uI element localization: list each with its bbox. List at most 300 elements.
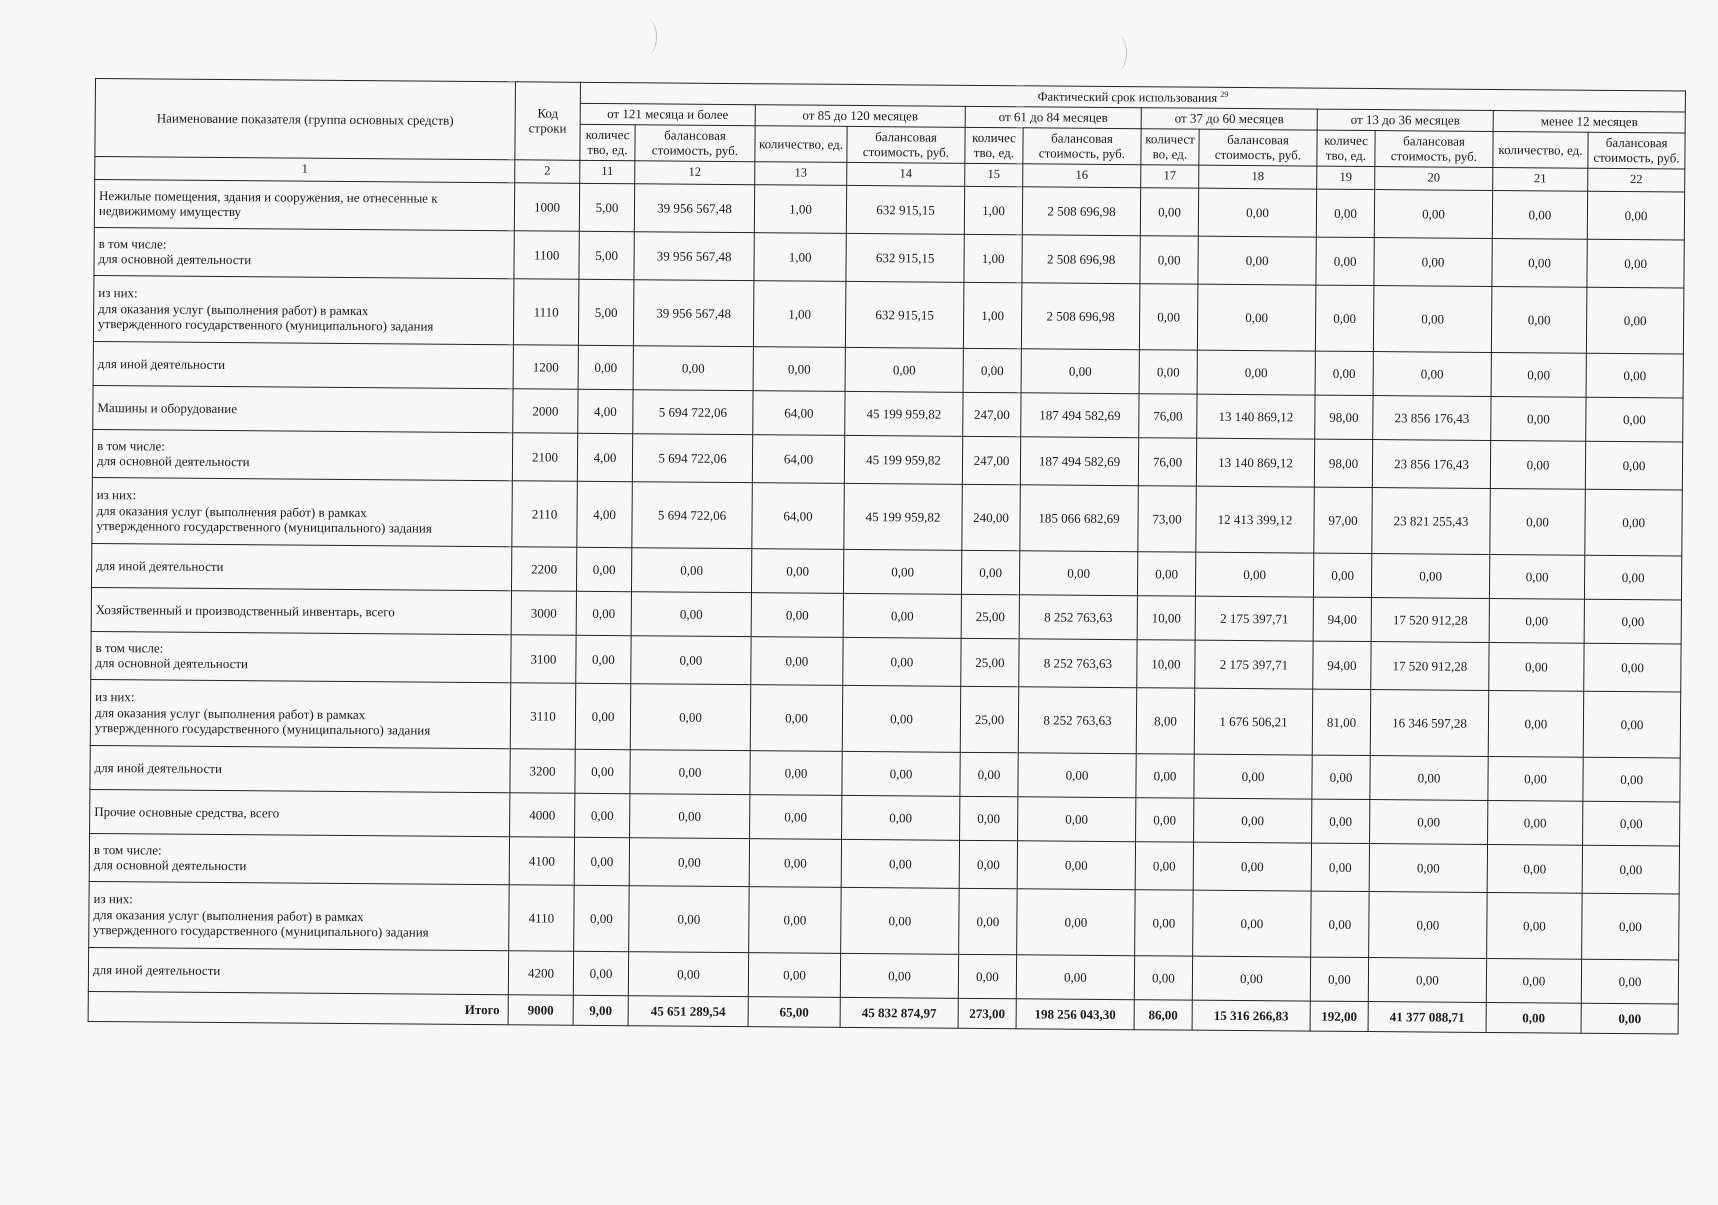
scan-artifact-mark bbox=[1110, 36, 1127, 70]
row-code: 2110 bbox=[512, 481, 578, 548]
cell-quantity: 0,00 bbox=[1139, 284, 1198, 350]
row-code: 1110 bbox=[513, 279, 579, 346]
row-code: 4200 bbox=[508, 951, 573, 996]
cell-quantity: 0,00 bbox=[1492, 190, 1587, 239]
cell-book-value: 0,00 bbox=[1586, 287, 1684, 354]
cell-quantity: 8,00 bbox=[1136, 688, 1195, 754]
total-code: 9000 bbox=[508, 995, 573, 1026]
cell-book-value: 0,00 bbox=[1585, 441, 1683, 490]
cell-book-value: 632 915,15 bbox=[846, 233, 964, 282]
cell-book-value: 0,00 bbox=[1016, 955, 1134, 1000]
column-number: 1 bbox=[95, 156, 515, 182]
table-row bbox=[89, 881, 1680, 959]
column-number: 15 bbox=[965, 163, 1023, 186]
total-book-value: 41 377 088,71 bbox=[1368, 1001, 1486, 1032]
cell-quantity: 73,00 bbox=[1138, 486, 1197, 552]
cell-quantity: 0,00 bbox=[1489, 642, 1584, 691]
cell-quantity: 0,00 bbox=[1488, 690, 1584, 757]
cell-book-value: 45 199 959,82 bbox=[844, 435, 962, 484]
row-code: 3000 bbox=[511, 591, 576, 636]
cell-book-value: 16 346 597,28 bbox=[1370, 689, 1489, 756]
row-indicator-name bbox=[92, 477, 513, 546]
cell-book-value: 0,00 bbox=[1019, 551, 1137, 596]
cell-book-value: 0,00 bbox=[1584, 555, 1682, 600]
report-sheet bbox=[88, 78, 1685, 1034]
total-book-value: 45 832 874,97 bbox=[840, 997, 958, 1028]
header-quantity: количес тво, ед. bbox=[580, 124, 635, 161]
total-quantity: 65,00 bbox=[748, 997, 840, 1028]
cell-book-value: 0,00 bbox=[1369, 891, 1488, 958]
cell-book-value: 0,00 bbox=[842, 685, 961, 752]
column-number: 14 bbox=[847, 162, 965, 186]
cell-quantity: 98,00 bbox=[1314, 439, 1372, 487]
row-indicator-name bbox=[91, 543, 511, 590]
cell-book-value: 23 821 255,43 bbox=[1372, 487, 1491, 554]
cell-quantity: 0,00 bbox=[576, 591, 631, 635]
cell-book-value: 0,00 bbox=[1587, 239, 1685, 288]
cell-book-value: 0,00 bbox=[631, 548, 751, 593]
column-number: 17 bbox=[1141, 165, 1199, 188]
cell-quantity: 0,00 bbox=[1489, 598, 1584, 643]
cell-quantity: 0,00 bbox=[749, 839, 841, 888]
cell-quantity: 247,00 bbox=[963, 392, 1021, 436]
cell-book-value: 0,00 bbox=[630, 794, 750, 839]
header-book-value: балансовая стоимость, руб. bbox=[847, 126, 965, 163]
column-number: 19 bbox=[1317, 166, 1375, 189]
cell-book-value: 0,00 bbox=[845, 347, 963, 392]
cell-quantity: 94,00 bbox=[1313, 641, 1371, 689]
total-book-value: 198 256 043,30 bbox=[1016, 999, 1134, 1030]
column-number: 11 bbox=[580, 160, 635, 183]
cell-quantity: 0,00 bbox=[750, 795, 842, 840]
cell-quantity: 0,00 bbox=[751, 637, 843, 686]
column-number: 2 bbox=[515, 160, 580, 184]
cell-quantity: 0,00 bbox=[1488, 800, 1583, 845]
header-quantity: количество, ед. bbox=[1493, 131, 1588, 168]
cell-quantity: 0,00 bbox=[751, 549, 843, 594]
header-book-value: балансовая стоимость, руб. bbox=[1588, 132, 1685, 169]
cell-book-value: 632 915,15 bbox=[846, 185, 964, 234]
cell-book-value: 8 252 763,63 bbox=[1018, 687, 1137, 754]
cell-quantity: 247,00 bbox=[962, 436, 1020, 484]
cell-book-value: 0,00 bbox=[1195, 552, 1313, 597]
cell-quantity: 0,00 bbox=[1490, 440, 1585, 489]
row-name-line: для иной деятельности bbox=[94, 759, 223, 776]
cell-book-value: 23 856 176,43 bbox=[1373, 395, 1491, 440]
total-quantity: 0,00 bbox=[1486, 1002, 1581, 1033]
cell-quantity: 0,00 bbox=[1491, 352, 1586, 397]
cell-book-value: 0,00 bbox=[1582, 845, 1680, 894]
cell-quantity: 0,00 bbox=[1140, 236, 1198, 284]
cell-quantity: 97,00 bbox=[1314, 487, 1373, 553]
cell-quantity: 1,00 bbox=[753, 281, 846, 348]
row-name-line: для основной деятельности bbox=[93, 857, 247, 874]
row-code: 2100 bbox=[512, 433, 577, 482]
total-label: Итого bbox=[88, 991, 508, 1024]
cell-book-value: 0,00 bbox=[1581, 959, 1679, 1004]
cell-quantity: 25,00 bbox=[961, 594, 1019, 638]
cell-quantity: 0,00 bbox=[1312, 799, 1370, 843]
cell-book-value: 0,00 bbox=[842, 795, 960, 840]
cell-quantity: 0,00 bbox=[1492, 238, 1587, 287]
table-body bbox=[88, 179, 1685, 1033]
row-indicator-name bbox=[90, 789, 510, 836]
header-quantity: количест во, ед. bbox=[1141, 128, 1199, 165]
header-group-4: от 37 до 60 месяцев bbox=[1141, 108, 1317, 130]
cell-quantity: 1,00 bbox=[754, 233, 846, 282]
cell-quantity: 0,00 bbox=[748, 953, 840, 998]
table-row bbox=[93, 275, 1684, 353]
cell-quantity: 0,00 bbox=[575, 683, 631, 749]
cell-quantity: 25,00 bbox=[961, 638, 1019, 686]
row-name-line: в том числе: bbox=[98, 235, 167, 252]
cell-book-value: 0,00 bbox=[1584, 643, 1682, 692]
row-code: 1000 bbox=[514, 183, 579, 232]
cell-quantity: 0,00 bbox=[1136, 798, 1194, 842]
cell-book-value: 0,00 bbox=[1197, 350, 1315, 395]
cell-quantity: 0,00 bbox=[578, 345, 633, 389]
cell-book-value: 5 694 722,06 bbox=[632, 482, 753, 549]
cell-book-value: 0,00 bbox=[1018, 753, 1136, 798]
row-name-line: для оказания услуг (выполнения работ) в рамках bbox=[94, 704, 366, 722]
cell-book-value: 0,00 bbox=[1582, 893, 1680, 960]
row-indicator-name bbox=[90, 679, 511, 748]
row-name-line: из них: bbox=[98, 285, 138, 301]
row-code: 4000 bbox=[510, 793, 575, 838]
cell-quantity: 10,00 bbox=[1137, 596, 1195, 640]
cell-book-value: 0,00 bbox=[1583, 757, 1681, 802]
row-code: 3110 bbox=[510, 683, 576, 750]
cell-quantity: 0,00 bbox=[573, 951, 628, 995]
cell-book-value: 0,00 bbox=[1585, 489, 1683, 556]
cell-quantity: 0,00 bbox=[1316, 237, 1374, 285]
header-group-3: от 61 до 84 месяцев bbox=[965, 106, 1141, 128]
row-name-line: для иной деятельности bbox=[96, 557, 224, 574]
column-number: 16 bbox=[1023, 164, 1141, 188]
cell-book-value: 0,00 bbox=[631, 592, 751, 637]
cell-book-value: 0,00 bbox=[1197, 284, 1316, 351]
cell-quantity: 0,00 bbox=[1139, 350, 1197, 394]
cell-book-value: 0,00 bbox=[629, 838, 749, 887]
cell-quantity: 0,00 bbox=[576, 547, 631, 591]
cell-quantity: 64,00 bbox=[752, 483, 845, 550]
cell-quantity: 0,00 bbox=[1490, 488, 1586, 555]
cell-book-value: 0,00 bbox=[631, 636, 751, 685]
scan-artifact-mark bbox=[640, 20, 657, 54]
column-number: 20 bbox=[1375, 166, 1493, 190]
cell-quantity: 0,00 bbox=[1137, 552, 1195, 596]
cell-quantity: 0,00 bbox=[1312, 755, 1370, 799]
cell-book-value: 0,00 bbox=[1194, 798, 1312, 843]
table-header bbox=[95, 79, 1686, 192]
row-indicator-name bbox=[88, 947, 508, 994]
cell-quantity: 94,00 bbox=[1313, 597, 1371, 641]
column-number: 13 bbox=[755, 162, 847, 186]
cell-book-value: 17 520 912,28 bbox=[1371, 597, 1489, 642]
column-number: 18 bbox=[1199, 165, 1317, 189]
total-quantity: 273,00 bbox=[958, 998, 1016, 1028]
cell-book-value: 0,00 bbox=[1584, 599, 1682, 644]
row-name-line: для основной деятельности bbox=[96, 453, 250, 470]
cell-quantity: 0,00 bbox=[960, 752, 1018, 796]
row-code: 2200 bbox=[511, 547, 576, 592]
cell-quantity: 0,00 bbox=[1491, 396, 1586, 441]
row-name-line: утвержденного государственного (муниципального) задания bbox=[93, 922, 429, 940]
cell-book-value: 1 676 506,21 bbox=[1194, 688, 1313, 755]
cell-quantity: 0,00 bbox=[749, 887, 842, 954]
row-name-line: Машины и оборудование bbox=[97, 399, 238, 416]
cell-book-value: 45 199 959,82 bbox=[844, 483, 963, 550]
cell-quantity: 0,00 bbox=[574, 885, 630, 951]
cell-quantity: 5,00 bbox=[579, 183, 634, 231]
total-quantity: 192,00 bbox=[1310, 1001, 1368, 1031]
cell-book-value: 0,00 bbox=[1370, 755, 1488, 800]
row-indicator-name bbox=[94, 179, 514, 230]
total-book-value: 15 316 266,83 bbox=[1192, 1000, 1310, 1031]
cell-quantity: 240,00 bbox=[962, 484, 1021, 550]
header-indicator-name: Наименование показателя (группа основных средств) bbox=[95, 79, 516, 160]
row-name-line: из них: bbox=[93, 891, 133, 907]
cell-quantity: 4,00 bbox=[577, 481, 633, 547]
cell-book-value: 39 956 567,48 bbox=[634, 232, 754, 281]
cell-book-value: 0,00 bbox=[1192, 956, 1310, 1001]
cell-book-value: 2 508 696,98 bbox=[1021, 283, 1140, 350]
cell-book-value: 0,00 bbox=[1018, 797, 1136, 842]
cell-quantity: 25,00 bbox=[960, 686, 1019, 752]
cell-book-value: 0,00 bbox=[841, 887, 960, 954]
cell-book-value: 39 956 567,48 bbox=[633, 280, 754, 347]
row-indicator-name bbox=[91, 631, 511, 682]
table-row bbox=[92, 477, 1683, 555]
cell-quantity: 0,00 bbox=[575, 793, 630, 837]
row-indicator-name bbox=[92, 429, 512, 480]
cell-book-value: 0,00 bbox=[633, 346, 753, 391]
row-indicator-name bbox=[93, 275, 514, 344]
cell-quantity: 0,00 bbox=[963, 348, 1021, 392]
cell-quantity: 1,00 bbox=[964, 234, 1022, 282]
row-name-line: из них: bbox=[95, 689, 135, 705]
cell-book-value: 12 413 399,12 bbox=[1196, 486, 1315, 553]
cell-book-value: 23 856 176,43 bbox=[1372, 439, 1490, 488]
row-indicator-name bbox=[90, 745, 510, 792]
cell-book-value: 8 252 763,63 bbox=[1019, 595, 1137, 640]
cell-quantity: 0,00 bbox=[753, 347, 845, 392]
cell-book-value: 17 520 912,28 bbox=[1371, 641, 1489, 690]
total-quantity: 9,00 bbox=[573, 995, 628, 1025]
cell-book-value: 187 494 582,69 bbox=[1021, 393, 1139, 438]
row-indicator-name bbox=[91, 587, 511, 634]
cell-quantity: 0,00 bbox=[1315, 351, 1373, 395]
cell-quantity: 0,00 bbox=[750, 685, 843, 752]
cell-book-value: 0,00 bbox=[1021, 349, 1139, 394]
cell-quantity: 0,00 bbox=[960, 796, 1018, 840]
cell-book-value: 0,00 bbox=[842, 751, 960, 796]
cell-book-value: 0,00 bbox=[1374, 189, 1492, 238]
cell-quantity: 0,00 bbox=[1315, 285, 1374, 351]
header-quantity: количес тво, ед. bbox=[965, 127, 1023, 164]
cell-quantity: 1,00 bbox=[964, 186, 1022, 234]
cell-book-value: 0,00 bbox=[843, 549, 961, 594]
header-group-1: от 121 месяца и более bbox=[580, 103, 755, 125]
header-group-2: от 85 до 120 месяцев bbox=[755, 105, 965, 127]
row-name-line: Прочие основные средства, всего bbox=[94, 803, 280, 821]
row-code: 3200 bbox=[510, 749, 575, 794]
row-indicator-name bbox=[93, 385, 513, 432]
cell-quantity: 5,00 bbox=[578, 279, 634, 345]
cell-book-value: 2 508 696,98 bbox=[1022, 235, 1140, 284]
footnote-ref: 29 bbox=[1220, 89, 1229, 99]
cell-book-value: 0,00 bbox=[1587, 191, 1685, 240]
cell-quantity: 0,00 bbox=[1136, 754, 1194, 798]
cell-quantity: 0,00 bbox=[1313, 553, 1371, 597]
cell-quantity: 0,00 bbox=[751, 593, 843, 638]
header-period-title-text: Фактический срок использования bbox=[1037, 89, 1218, 105]
header-quantity: количество, ед. bbox=[755, 125, 847, 162]
cell-book-value: 5 694 722,06 bbox=[632, 434, 752, 483]
cell-book-value: 45 199 959,82 bbox=[845, 391, 963, 436]
cell-quantity: 0,00 bbox=[1135, 842, 1193, 890]
row-name-line: в том числе: bbox=[97, 437, 165, 454]
cell-book-value: 0,00 bbox=[1370, 799, 1488, 844]
cell-quantity: 0,00 bbox=[1311, 843, 1369, 891]
cell-quantity: 81,00 bbox=[1312, 689, 1371, 755]
cell-book-value: 0,00 bbox=[1583, 691, 1681, 758]
cell-quantity: 0,00 bbox=[1486, 958, 1581, 1003]
row-name-line: недвижимому имуществу bbox=[98, 203, 242, 220]
cell-quantity: 0,00 bbox=[959, 840, 1017, 888]
row-name-line: для оказания услуг (выполнения работ) в рамках bbox=[93, 906, 364, 924]
cell-quantity: 0,00 bbox=[574, 837, 629, 885]
cell-book-value: 0,00 bbox=[1198, 236, 1316, 285]
cell-quantity: 0,00 bbox=[1488, 756, 1583, 801]
row-name-line: для иной деятельности bbox=[97, 355, 226, 372]
cell-book-value: 0,00 bbox=[630, 750, 750, 795]
cell-book-value: 187 494 582,69 bbox=[1020, 437, 1138, 486]
cell-book-value: 2 175 397,71 bbox=[1195, 640, 1313, 689]
cell-quantity: 64,00 bbox=[752, 435, 844, 484]
cell-quantity: 0,00 bbox=[961, 550, 1019, 594]
cell-book-value: 0,00 bbox=[1583, 801, 1681, 846]
row-name-line: для оказания услуг (выполнения работ) в рамках bbox=[98, 300, 369, 318]
column-number: 21 bbox=[1493, 167, 1588, 191]
cell-book-value: 0,00 bbox=[840, 953, 958, 998]
cell-quantity: 0,00 bbox=[1316, 189, 1374, 237]
cell-book-value: 632 915,15 bbox=[845, 281, 964, 348]
cell-book-value: 13 140 869,12 bbox=[1196, 438, 1314, 487]
cell-book-value: 0,00 bbox=[1368, 957, 1486, 1002]
cell-book-value: 0,00 bbox=[1373, 351, 1491, 396]
cell-quantity: 0,00 bbox=[1487, 892, 1583, 959]
cell-book-value: 2 175 397,71 bbox=[1195, 596, 1313, 641]
cell-quantity: 1,00 bbox=[963, 282, 1022, 348]
row-name-line: для иной деятельности bbox=[92, 961, 221, 978]
cell-book-value: 0,00 bbox=[841, 839, 959, 888]
cell-quantity: 10,00 bbox=[1137, 640, 1195, 688]
header-group-6: менее 12 месяцев bbox=[1493, 111, 1685, 133]
total-book-value: 0,00 bbox=[1581, 1003, 1678, 1034]
column-number: 22 bbox=[1588, 168, 1685, 192]
cell-quantity: 0,00 bbox=[1135, 890, 1194, 956]
cell-quantity: 0,00 bbox=[959, 888, 1018, 954]
cell-book-value: 185 066 682,69 bbox=[1020, 485, 1139, 552]
cell-quantity: 64,00 bbox=[753, 391, 845, 436]
row-name-line: Нежилые помещения, здания и сооружения, не отнесенные к bbox=[99, 187, 438, 206]
header-book-value: балансовая стоимость, руб. bbox=[1023, 128, 1141, 165]
row-name-line: Хозяйственный и производственный инвентарь, всего bbox=[95, 601, 395, 620]
row-code: 2000 bbox=[513, 389, 578, 434]
header-book-value: балансовая стоимость, руб. bbox=[1375, 130, 1493, 167]
row-indicator-name bbox=[94, 227, 514, 278]
cell-book-value: 0,00 bbox=[1371, 553, 1489, 598]
table-row bbox=[90, 679, 1681, 757]
row-name-line: утвержденного государственного (муниципального) задания bbox=[98, 316, 434, 334]
cell-book-value: 0,00 bbox=[1373, 285, 1492, 352]
row-indicator-name bbox=[89, 881, 510, 950]
cell-book-value: 8 252 763,63 bbox=[1019, 639, 1137, 688]
cell-book-value: 0,00 bbox=[1369, 843, 1487, 892]
cell-quantity: 1,00 bbox=[754, 185, 846, 234]
cell-book-value: 0,00 bbox=[630, 684, 751, 751]
fixed-assets-usage-table bbox=[88, 78, 1687, 1034]
header-book-value: балансовая стоимость, руб. bbox=[1199, 129, 1317, 166]
row-code: 4110 bbox=[509, 885, 575, 952]
cell-book-value: 0,00 bbox=[1017, 889, 1136, 956]
cell-quantity: 76,00 bbox=[1139, 394, 1197, 438]
cell-book-value: 0,00 bbox=[1193, 890, 1312, 957]
row-name-line: утвержденного государственного (муниципального) задания bbox=[96, 518, 432, 536]
row-name-line: для основной деятельности bbox=[98, 251, 252, 268]
cell-book-value: 13 140 869,12 bbox=[1197, 394, 1315, 439]
cell-quantity: 0,00 bbox=[1134, 956, 1192, 1000]
column-number: 12 bbox=[635, 161, 755, 185]
cell-book-value: 0,00 bbox=[1586, 353, 1684, 398]
row-code: 3100 bbox=[511, 635, 576, 684]
cell-quantity: 0,00 bbox=[575, 749, 630, 793]
row-name-line: из них: bbox=[96, 487, 137, 503]
cell-quantity: 76,00 bbox=[1138, 438, 1196, 486]
cell-quantity: 0,00 bbox=[1311, 891, 1370, 957]
cell-quantity: 5,00 bbox=[579, 231, 634, 279]
cell-book-value: 0,00 bbox=[1198, 188, 1316, 237]
row-indicator-name bbox=[89, 833, 509, 884]
row-name-line: утвержденного государственного (муниципального) задания bbox=[94, 720, 431, 738]
cell-quantity: 4,00 bbox=[577, 433, 632, 481]
cell-quantity: 0,00 bbox=[1489, 554, 1584, 599]
header-quantity: количес тво, ед. bbox=[1317, 130, 1375, 167]
cell-quantity: 0,00 bbox=[1140, 188, 1198, 236]
cell-book-value: 2 508 696,98 bbox=[1022, 187, 1140, 236]
cell-book-value: 0,00 bbox=[1586, 397, 1684, 442]
row-name-line: для основной деятельности bbox=[95, 655, 249, 672]
header-book-value: балансовая стоимость, руб. bbox=[635, 124, 755, 161]
row-name-line: в том числе: bbox=[93, 841, 162, 858]
cell-book-value: 0,00 bbox=[1194, 754, 1312, 799]
header-group-5: от 13 до 36 месяцев bbox=[1317, 109, 1493, 131]
cell-book-value: 5 694 722,06 bbox=[633, 390, 753, 435]
row-name-line: для оказания услуг (выполнения работ) в рамках bbox=[96, 502, 367, 520]
row-code: 1200 bbox=[513, 345, 578, 390]
cell-quantity: 0,00 bbox=[1487, 844, 1582, 893]
cell-book-value: 0,00 bbox=[1017, 841, 1135, 890]
cell-quantity: 0,00 bbox=[958, 954, 1016, 998]
row-code: 1100 bbox=[514, 231, 579, 280]
total-quantity: 86,00 bbox=[1134, 1000, 1192, 1030]
cell-quantity: 0,00 bbox=[750, 751, 842, 796]
row-name-line: в том числе: bbox=[95, 639, 164, 656]
cell-quantity: 0,00 bbox=[1491, 286, 1587, 353]
cell-book-value: 0,00 bbox=[1193, 842, 1311, 891]
cell-book-value: 0,00 bbox=[629, 886, 750, 953]
